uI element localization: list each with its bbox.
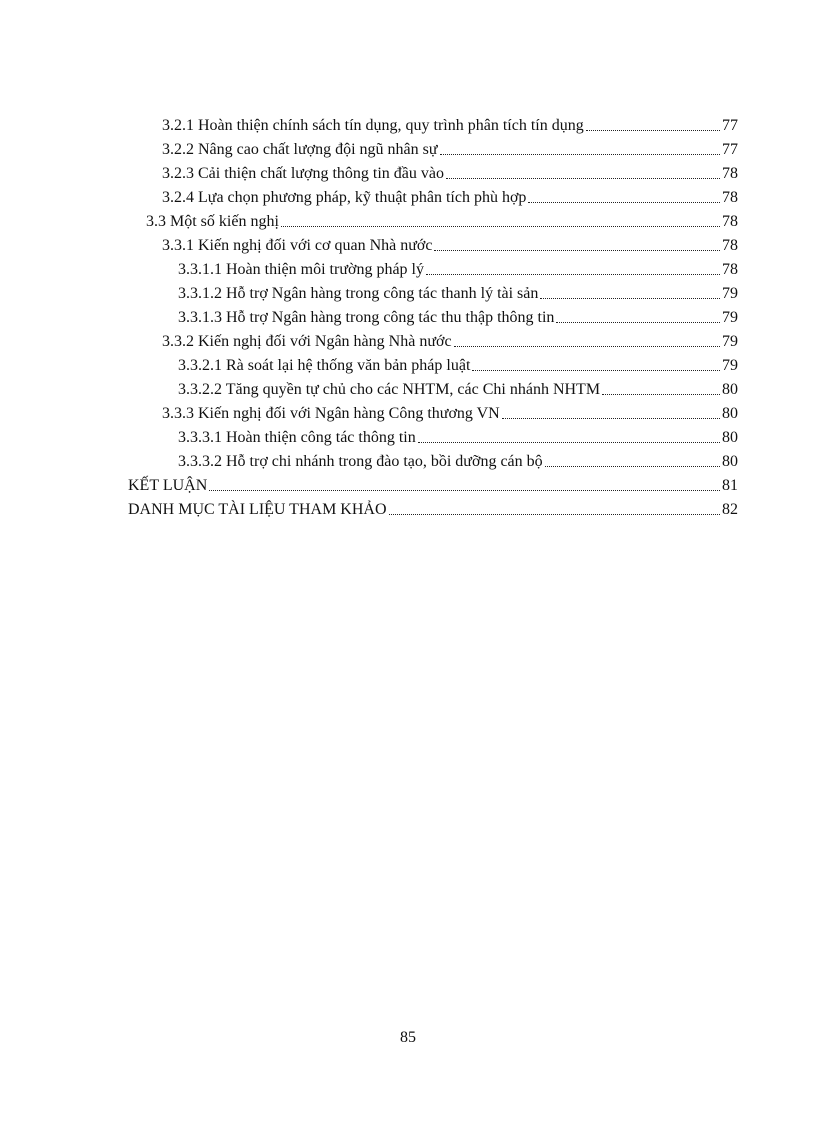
- toc-entry[interactable]: [178, 378, 738, 402]
- toc-entry-title: KẾT LUẬN: [128, 477, 208, 494]
- toc-entry[interactable]: [146, 210, 738, 234]
- toc-entry-title: 3.3.3.1 Hoàn thiện công tác thông tin: [178, 429, 416, 446]
- toc-entry-page: 79: [722, 285, 738, 302]
- toc-entry[interactable]: [128, 498, 738, 522]
- toc-entry-title: 3.2.1 Hoàn thiện chính sách tín dụng, quy trình phân tích tín dụng: [162, 117, 584, 134]
- toc-leader-dots: [446, 178, 720, 179]
- toc-leader-dots: [281, 226, 720, 227]
- toc-leader-dots: [528, 202, 720, 203]
- toc-entry[interactable]: [162, 162, 738, 186]
- toc-entry-title: DANH MỤC TÀI LIỆU THAM KHẢO: [128, 501, 387, 518]
- toc-entry[interactable]: [178, 426, 738, 450]
- toc-leader-dots: [454, 346, 720, 347]
- toc-entry-title: 3.3.3.2 Hỗ trợ chi nhánh trong đào tạo, bồi dưỡng cán bộ: [178, 453, 543, 470]
- toc-entry-page: 81: [722, 477, 738, 494]
- toc-entry[interactable]: [162, 402, 738, 426]
- toc-entry-title: 3.3.1.2 Hỗ trợ Ngân hàng trong công tác thanh lý tài sản: [178, 285, 539, 302]
- toc-entry-page: 78: [722, 189, 738, 206]
- toc-entry-title: 3.2.3 Cải thiện chất lượng thông tin đầu vào: [162, 165, 444, 182]
- toc-entry-page: 78: [722, 165, 738, 182]
- toc-entry-page: 79: [722, 333, 738, 350]
- page-number: 85: [400, 1029, 416, 1046]
- toc-entry-title: 3.3.3 Kiến nghị đối với Ngân hàng Công thương VN: [162, 405, 500, 422]
- toc-leader-dots: [556, 322, 720, 323]
- toc-entry[interactable]: [162, 186, 738, 210]
- toc-entry-title: 3.3.2.1 Rà soát lại hệ thống văn bản pháp luật: [178, 357, 471, 374]
- toc-leader-dots: [440, 154, 720, 155]
- toc-leader-dots: [434, 250, 720, 251]
- toc-entry-page: 79: [722, 309, 738, 326]
- toc-entry-page: 80: [722, 429, 738, 446]
- toc-entry-title: 3.3 Một số kiến nghị: [146, 213, 279, 230]
- toc-leader-dots: [472, 370, 720, 371]
- toc-entry-title: 3.2.4 Lựa chọn phương pháp, kỹ thuật phân tích phù hợp: [162, 189, 527, 206]
- toc-entry[interactable]: [162, 138, 738, 162]
- toc-entry-page: 79: [722, 357, 738, 374]
- toc-leader-dots: [602, 394, 720, 395]
- toc-leader-dots: [502, 418, 720, 419]
- toc-entry-title: 3.2.2 Nâng cao chất lượng đội ngũ nhân sự: [162, 141, 438, 158]
- toc-entry-title: 3.3.2.2 Tăng quyền tự chủ cho các NHTM, các Chi nhánh NHTM: [178, 381, 601, 398]
- toc-entry[interactable]: [128, 474, 738, 498]
- toc-entry-page: 78: [722, 261, 738, 278]
- toc-entry[interactable]: [178, 282, 738, 306]
- toc-entry[interactable]: [162, 114, 738, 138]
- toc-leader-dots: [586, 130, 720, 131]
- toc-entry-title: 3.3.1.3 Hỗ trợ Ngân hàng trong công tác thu thập thông tin: [178, 309, 555, 326]
- toc-entry[interactable]: [178, 258, 738, 282]
- toc-leader-dots: [540, 298, 720, 299]
- toc-leader-dots: [209, 490, 720, 491]
- toc-leader-dots: [418, 442, 720, 443]
- toc-entry-page: 77: [722, 117, 738, 134]
- toc-leader-dots: [545, 466, 720, 467]
- toc-leader-dots: [426, 274, 720, 275]
- toc-entry[interactable]: [178, 306, 738, 330]
- toc-entry-page: 78: [722, 213, 738, 230]
- toc-entry-page: 80: [722, 453, 738, 470]
- toc-entry-title: 3.3.1.1 Hoàn thiện môi trường pháp lý: [178, 261, 424, 278]
- toc-leader-dots: [389, 514, 720, 515]
- toc-entry[interactable]: [178, 450, 738, 474]
- toc-entry-page: 80: [722, 405, 738, 422]
- toc-entry[interactable]: [162, 330, 738, 354]
- toc-entry-page: 80: [722, 381, 738, 398]
- toc-entry-page: 78: [722, 237, 738, 254]
- toc-entry-title: 3.3.1 Kiến nghị đối với cơ quan Nhà nước: [162, 237, 433, 254]
- toc-entry-page: 77: [722, 141, 738, 158]
- toc-entry-title: 3.3.2 Kiến nghị đối với Ngân hàng Nhà nước: [162, 333, 452, 350]
- toc-entry-page: 82: [722, 501, 738, 518]
- toc-entry[interactable]: [178, 354, 738, 378]
- toc-entry[interactable]: [162, 234, 738, 258]
